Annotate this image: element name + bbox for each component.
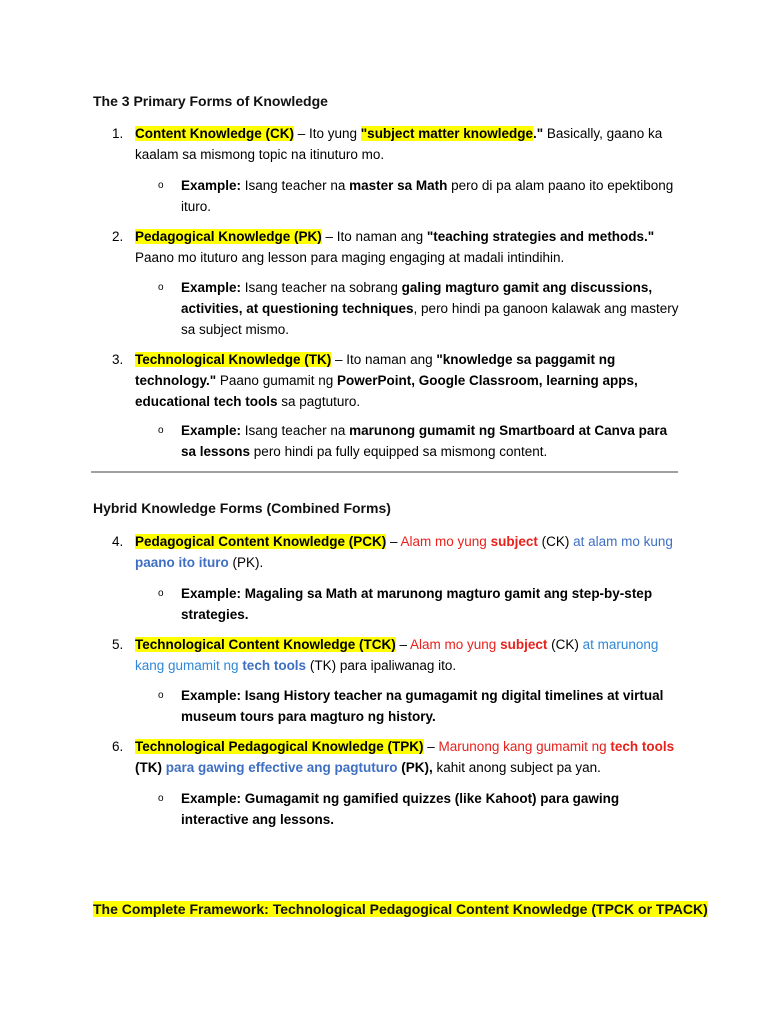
term-highlight: Content Knowledge (CK)	[135, 126, 294, 141]
example-item: Example: Magaling sa Math at marunong magturo gamit ang step-by-step strategies.	[181, 586, 653, 622]
bullet-circle-icon: o	[158, 588, 164, 599]
example-item: Example: Isang History teacher na gumagamit ng digital timelines at virtual museum tours para magturo ng history.	[181, 688, 664, 724]
section-heading-primary-forms	[91, 93, 328, 109]
term-highlight: Technological Knowledge (TK)	[135, 352, 332, 367]
term-highlight: Technological Content Knowledge (TCK)	[135, 637, 396, 652]
list-item-pedagogical-knowledge: Pedagogical Knowledge (PK) – Ito naman ang "teaching strategies and methods." Paano mo ituturo ang lesson para maging engaging at madali intindihin.	[135, 229, 655, 265]
bullet-circle-icon: o	[158, 793, 164, 804]
list-item-technological-knowledge: Technological Knowledge (TK) – Ito naman ang "knowledge sa paggamit ng technology." Paano gumamit ng PowerPoint, Google Classroom, learning apps, educational tech tools sa pagtuturo.	[135, 352, 638, 409]
list-item-content-knowledge: Content Knowledge (CK) – Ito yung "subject matter knowledge." Basically, gaano ka kaalam sa mismong topic na itinuturo mo.	[135, 126, 663, 162]
bullet-circle-icon: o	[158, 282, 164, 293]
example-item: Example: Isang teacher na master sa Math pero di pa alam paano ito epektibong ituro.	[181, 178, 674, 214]
example-item: Example: Isang teacher na sobrang galing magturo gamit ang discussions, activities, at questioning techniques, pero hindi pa ganoon kalawak ang mastery sa subject mismo.	[181, 280, 679, 337]
list-item-tck: Technological Content Knowledge (TCK) – Alam mo yung subject (CK) at marunong kang gumamit ng tech tools (TK) para ipaliwanag ito.	[135, 637, 659, 673]
list-number: 5.	[112, 637, 124, 652]
bullet-circle-icon: o	[158, 180, 164, 191]
example-item: Example: Gumagamit ng gamified quizzes (like Kahoot) para gawing interactive ang lessons.	[181, 791, 620, 827]
list-number: 1.	[112, 126, 124, 141]
term-highlight: Technological Pedagogical Knowledge (TPK)	[135, 739, 424, 754]
bullet-circle-icon: o	[158, 425, 164, 436]
list-item-pck: Pedagogical Content Knowledge (PCK) – Alam mo yung subject (CK) at alam mo kung paano ito ituro (PK).	[135, 534, 673, 570]
term-highlight: Pedagogical Content Knowledge (PCK)	[135, 534, 387, 549]
quote-highlight: "subject matter knowledge	[360, 126, 533, 141]
list-number: 6.	[112, 739, 124, 754]
list-item-tpk: Technological Pedagogical Knowledge (TPK) – Marunong kang gumamit ng tech tools (TK) para gawing effective ang pagtuturo (PK), kahit anong subject pa yan.	[135, 739, 675, 775]
heading-text: Hybrid Knowledge Forms (Combined Forms)	[93, 500, 391, 516]
list-number: 2.	[112, 229, 124, 244]
heading-text: The Complete Framework: Technological Pedagogical Content Knowledge (TPCK or TPACK)	[93, 901, 708, 917]
term-highlight: Pedagogical Knowledge (PK)	[135, 229, 322, 244]
list-number: 3.	[112, 352, 124, 367]
bullet-circle-icon: o	[158, 690, 164, 701]
heading-text: The 3 Primary Forms of Knowledge	[93, 93, 328, 109]
example-item: Example: Isang teacher na marunong gumamit ng Smartboard at Canva para sa lessons pero hindi pa fully equipped sa mismong content.	[181, 423, 668, 459]
horizontal-divider	[91, 471, 678, 473]
section-heading-hybrid-forms	[91, 500, 391, 516]
list-number: 4.	[112, 534, 124, 549]
section-heading-complete-framework	[91, 901, 708, 917]
